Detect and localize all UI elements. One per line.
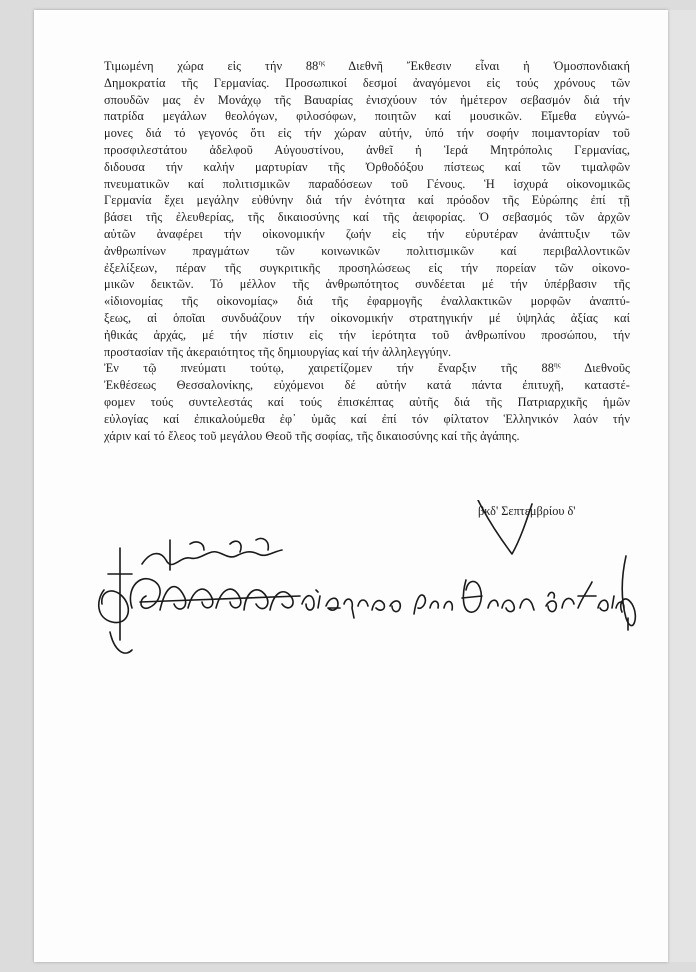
page-edge <box>668 10 696 962</box>
text-line: προσφιλεστάτου ἀδελφοῦ Αὐγουστίνου, ἀνθεῖ ἡ Ἱερά Μητρόπολις Γερμανίας, <box>104 142 630 157</box>
text-line: μονες διά τό γεγονός ὅτι εἰς τήν χώραν αὐτήν, ὑπό τήν σοφήν ποιμαντορίαν τοῦ <box>104 126 630 141</box>
text-line: εὐλογίας καί ἐπικαλούμεθα ἐφ᾽ ὑμᾶς καί ἐπί τόν φίλτατον Ἑλληνικόν λαόν τήν <box>104 411 630 426</box>
paragraph-2 <box>62 360 630 444</box>
ordinal-superscript: ης <box>318 58 326 67</box>
text-line: ἠθικάς ἀρχάς, μέ τήν πίστιν εἰς τήν ἱερότητα τοῦ ἀνθρωπίνου προσώπου, τήν <box>104 327 630 342</box>
text-line: Δημοκρατία τῆς Γερμανίας. Προσωπικοί δεσμοί ἀναγόμενοι εἰς τούς χρόνους τῶν <box>104 75 630 90</box>
text-line: φομεν τούς συντελεστάς καί τούς ἐπισκέπτας αὐτῆς διά τῆς Πατριαρχικῆς ἡμῶν <box>104 394 630 409</box>
text-line: βάσει τῆς ἐλευθερίας, τῆς δικαιοσύνης καί τῆς ἀειφορίας. Ὁ σεβασμός τῶν ἀρχῶν <box>104 210 630 225</box>
text-line: Γερμανία ἔχει μεγάλην εὐθύνην διά τήν ἑνότητα καί πρόοδον τῆς Εὐρώπης ἐπί τῇ <box>104 193 630 208</box>
text-line: προστασίαν τῆς ἀκεραιότητος τῆς δημιουργίας καί τήν ἀλληλεγγύην. <box>104 344 452 359</box>
text-line: Ἐν τῷ πνεύματι τούτῳ, χαιρετίζομεν τήν ἔναρξιν τῆς $88^{\eta\varsigma}$ Διεθνοῦς <box>104 361 630 376</box>
text-line: Τιμωμένη χώρα εἰς τήν $88^{\eta\varsigma}$ Διεθνῆ Ἔκθεσιν εἶναι ἡ Ὁμοσπονδιακή <box>104 58 630 73</box>
text-line: πατρίδα μεγάλων θεολόγων, φιλοσόφων, ποιητῶν καί μουσικῶν. Εἴμεθα εὐγνώ- <box>104 109 630 124</box>
patriarch-signature <box>0 500 696 690</box>
text-line: Ἐκθέσεως Θεσσαλονίκης, εὐχόμενοι δέ αὐτήν κατά πάντα ἐπιτυχῆ, καταστέ- <box>104 378 630 393</box>
letter-date: βκδ' Σεπτεμβρίου δ' <box>478 504 576 518</box>
text-line: χάριν καί τό ἔλεος τοῦ μεγάλου Θεοῦ τῆς σοφίας, τῆς δικαιοσύνης καί τῆς ἀγάπης. <box>104 428 520 443</box>
ordinal-superscript: ης <box>554 361 561 370</box>
text-line: ἀνθρωπίνων πραγμάτων τῶν κοινωνικῶν πολιτισμικῶν καί περιβαλλοντικῶν <box>104 243 630 258</box>
text-line: «ἰδιονομίας τῆς οἰκονομίας» διά τῆς ἐφαρμογῆς ἐναλλακτικῶν μορφῶν ἀναπτύ- <box>104 294 630 309</box>
text-line: μικῶν δεικτῶν. Τό μέλλον τῆς ἀνθρωπότητος συνδέεται μέ τήν ὑπέρβασιν τῆς <box>104 277 630 292</box>
text-line: αὐτῶν ἀναφέρει τήν οἰκονομικήν ζωήν εἰς τήν εὐρυτέραν ἀνάπτυξιν τῶν <box>104 226 630 241</box>
text-line: πνευματικῶν καί πολιτισμικῶν παραδόσεων τοῦ Γένους. Ἡ ἰσχυρά οἰκονομικῶς <box>104 176 630 191</box>
text-line: σπουδῶν μας ἐν Μονάχῳ τῆς Βαυαρίας ἐνισχύουν τόν ἡμέτερον σεβασμόν διά τήν <box>104 92 630 107</box>
text-line: ξεως, αἱ ὁποῖαι συνδυάζουν τήν οἰκονομικήν στρατηγικήν μέ ὑψηλάς ἀξίας καί <box>104 310 630 325</box>
text-line: ἐξελίξεων, πέραν τῆς συγκριτικῆς προσηλώσεως εἰς τήν πορείαν τῶν οἰκονο- <box>104 260 630 275</box>
letter-body <box>62 58 630 444</box>
text-line: διδουσα τήν καλήν μαρτυρίαν τῆς Ὀρθοδόξου πίστεως καί τῶν τιμαλφῶν <box>104 159 630 174</box>
paragraph-1 <box>62 58 630 360</box>
